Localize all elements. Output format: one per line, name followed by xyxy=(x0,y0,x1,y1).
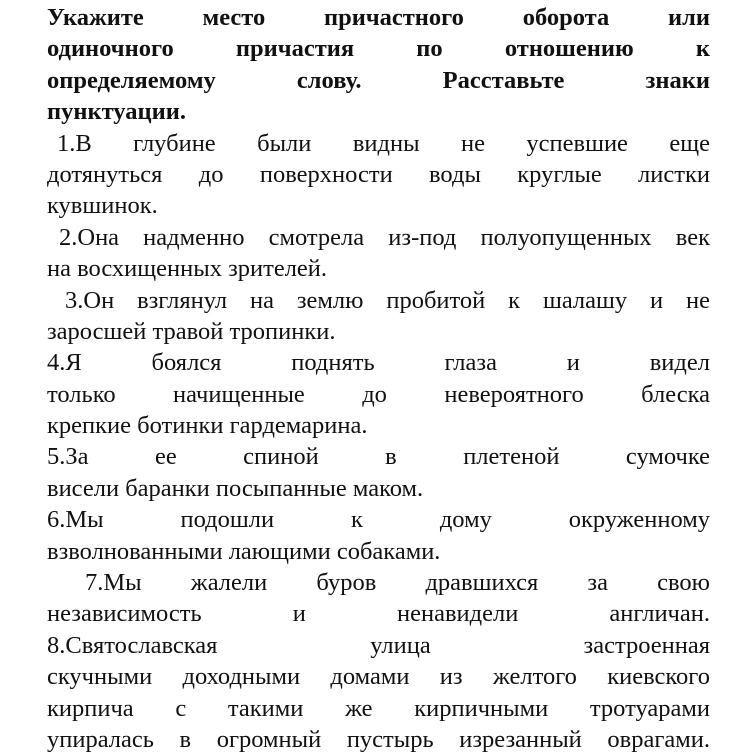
exercise-item-8 xyxy=(47,630,710,755)
item-line: 5.За ее спиной в плетеной сумочке xyxy=(47,443,710,471)
item-line: только начищенные до невероятного блеска xyxy=(47,380,710,408)
item-line: 2.Она надменно смотрела из-под полуопущенных век xyxy=(59,223,710,251)
instruction-line: одиночного причастия по отношению к xyxy=(47,35,710,63)
instruction-line: пунктуации. xyxy=(47,98,186,126)
item-line: 4.Я боялся поднять глаза и видел xyxy=(47,349,710,377)
exercise-item-6 xyxy=(47,504,710,567)
exercise-item-2 xyxy=(47,222,710,285)
item-line: 7.Мы жалели буров дравшихся за свою xyxy=(85,569,710,597)
item-line: дотянуться до поверхности воды круглые листки xyxy=(47,160,710,188)
item-line: 3.Он взглянул на землю пробитой к шалашу и не xyxy=(65,286,710,314)
exercise-document xyxy=(47,2,710,755)
exercise-item-4 xyxy=(47,347,710,441)
item-line: независимость и ненавидели англичан. xyxy=(47,600,710,628)
exercise-item-7 xyxy=(47,567,710,630)
exercise-item-5 xyxy=(47,441,710,504)
task-instruction xyxy=(47,2,710,128)
item-line: крепкие ботинки гардемарина. xyxy=(47,412,368,440)
item-line: висели баранки посыпанные маком. xyxy=(47,474,424,502)
exercise-item-3 xyxy=(47,285,710,348)
item-line: упиралась в огромный пустырь изрезанный оврагами. xyxy=(47,725,710,753)
item-line: заросшей травой тропинки. xyxy=(47,317,336,345)
instruction-line: Укажите место причастного оборота или xyxy=(47,4,710,31)
item-line: взволнованными лающими собаками. xyxy=(47,537,441,565)
item-line: кирпича с такими же кирпичными тротуарами xyxy=(47,694,710,722)
instruction-line: определяемому слову. Расставьте знаки xyxy=(47,66,710,94)
item-line: 6.Мы подошли к дому окруженному xyxy=(47,506,710,534)
item-line: кувшинок. xyxy=(47,192,158,220)
item-line: 8.Святославская улица застроенная xyxy=(47,631,710,659)
item-line: на восхищенных зрителей. xyxy=(47,255,328,283)
item-line: 1.В глубине были видны не успевшие еще xyxy=(57,129,710,157)
exercise-item-1 xyxy=(47,128,710,222)
item-line: скучными доходными домами из желтого киевского xyxy=(47,663,710,691)
